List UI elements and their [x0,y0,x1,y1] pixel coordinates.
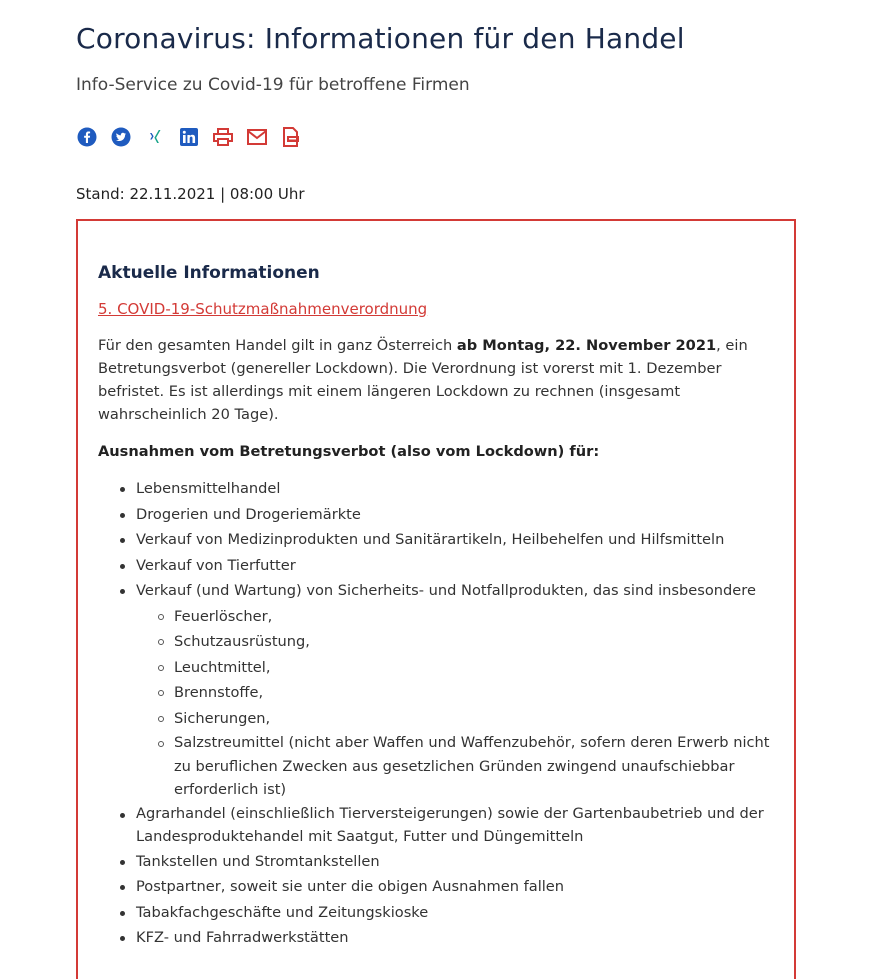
safety-products-sublist [136,604,778,802]
linkedin-icon[interactable] [178,126,200,148]
page-subtitle: Info-Service zu Covid-19 für betroffene Firmen [76,75,470,95]
intro-text-end: , ein Betretungsverbot (genereller Lockdown). Die Verordnung ist vorerst mit 1. Dezember befristet. Es ist allerdings mit einem längeren Lockdown zu rechnen (insgesamt wahrscheinlich 20 Tage). [98,337,748,423]
list-item: Agrarhandel (einschließlich Tierversteigerungen) sowie der Gartenbaubetrieb und der Landesproduktehandel mit Saatgut, Futter und Düngemitteln [118,802,778,849]
sub-list-item: Feuerlöscher, [136,604,778,630]
exceptions-list [118,476,778,951]
info-box-heading: Aktuelle Informationen [98,263,320,283]
list-item: Verkauf von Medizinprodukten und Sanitärartikeln, Heilbehelfen und Hilfsmitteln [118,527,778,553]
list-item: Tankstellen und Stromtankstellen [118,849,778,875]
page-title: Coronavirus: Informationen für den Handel [76,22,685,55]
sub-list-item: Leuchtmittel, [136,655,778,681]
pdf-icon[interactable] [280,126,302,148]
share-bar [76,126,302,148]
list-item [118,578,778,802]
exceptions-heading: Ausnahmen vom Betretungsverbot (also vom Lockdown) für: [98,443,600,460]
list-item: Drogerien und Drogeriemärkte [118,502,778,528]
intro-text-start: Für den gesamten Handel gilt in ganz Österreich [98,337,457,354]
sub-list-item: Salzstreumittel (nicht aber Waffen und Waffenzubehör, sofern deren Erwerb nicht zu beruflichen Zwecken aus gesetzlichen Gründen zwingend unaufschiebbar erforderlich ist) [136,731,778,802]
last-updated: Stand: 22.11.2021 | 08:00 Uhr [76,185,305,203]
list-item: KFZ- und Fahrradwerkstätten [118,925,778,951]
facebook-icon[interactable] [76,126,98,148]
list-item: Lebensmittelhandel [118,476,778,502]
list-item: Postpartner, soweit sie unter die obigen Ausnahmen fallen [118,874,778,900]
ordinance-link[interactable]: 5. COVID-19-Schutzmaßnahmenverordnung [98,300,428,318]
xing-icon[interactable] [144,126,166,148]
list-item-text: Verkauf (und Wartung) von Sicherheits- und Notfallprodukten, das sind insbesondere [136,582,756,599]
list-item: Verkauf von Tierfutter [118,553,778,579]
sub-list-item: Schutzausrüstung, [136,629,778,655]
intro-date-emphasis: ab Montag, 22. November 2021 [456,337,717,354]
intro-paragraph [98,334,778,426]
twitter-icon[interactable] [110,126,132,148]
print-icon[interactable] [212,126,234,148]
sub-list-item: Sicherungen, [136,706,778,732]
email-icon[interactable] [246,126,268,148]
list-item: Tabakfachgeschäfte und Zeitungskioske [118,900,778,926]
info-box [76,219,796,979]
sub-list-item: Brennstoffe, [136,680,778,706]
